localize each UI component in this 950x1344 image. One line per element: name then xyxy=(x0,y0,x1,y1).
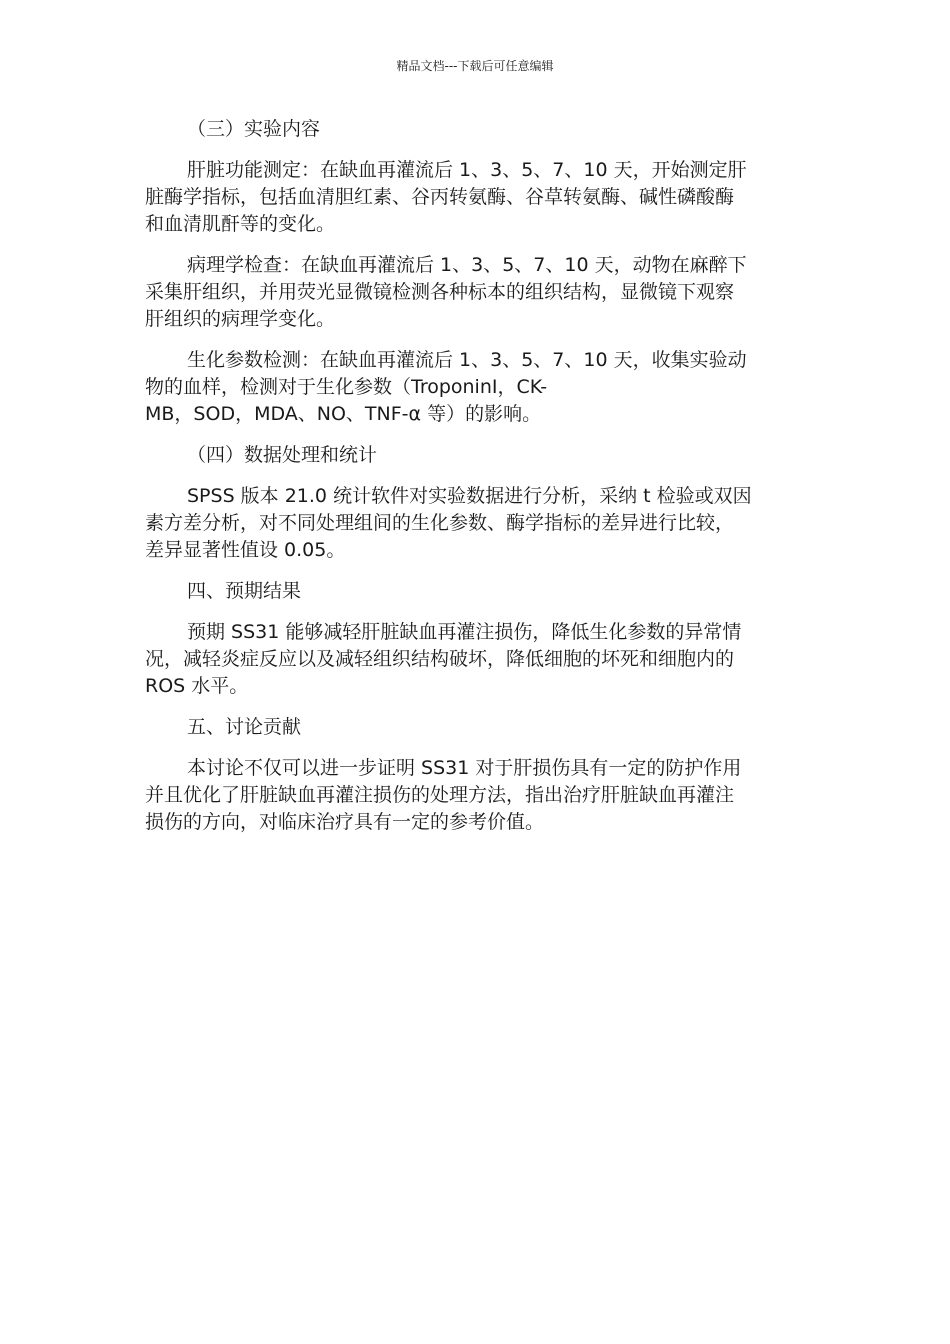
text-line: ROS 水平。 xyxy=(145,675,249,697)
text-line: 物的血样，检测对于生化参数（TroponinI，CK- xyxy=(145,376,548,398)
text-line: 肝组织的病理学变化。 xyxy=(145,308,336,330)
section-heading-expected-results: 四、预期结果 xyxy=(187,580,302,602)
text-line: 差异显著性值设 0.05。 xyxy=(145,539,346,561)
text-line: 况，减轻炎症反应以及减轻组织结构破坏，降低细胞的坏死和细胞内的 xyxy=(145,648,735,670)
text-line: 生化参数检测：在缺血再灌流后 1、3、5、7、10 天，收集实验动 xyxy=(187,349,747,371)
text-line: SPSS 版本 21.0 统计软件对实验数据进行分析，采纳 t 检验或双因 xyxy=(187,485,752,507)
text-line: 采集肝组织，并用荧光显微镜检测各种标本的组织结构，显微镜下观察 xyxy=(145,281,735,303)
text-line: 肝脏功能测定：在缺血再灌流后 1、3、5、7、10 天，开始测定肝 xyxy=(187,159,747,181)
paragraph-biochemical xyxy=(145,347,797,428)
paragraph-pathology xyxy=(145,252,797,333)
section-heading-experiment-content: （三）实验内容 xyxy=(187,118,321,140)
text-line: 病理学检查：在缺血再灌流后 1、3、5、7、10 天，动物在麻醉下 xyxy=(187,254,747,276)
page-header: 精品文档---下载后可任意编辑 xyxy=(396,59,554,73)
paragraph-statistics xyxy=(145,483,797,564)
section-heading-discussion: 五、讨论贡献 xyxy=(187,716,302,738)
text-line: 脏酶学指标，包括血清胆红素、谷丙转氨酶、谷草转氨酶、碱性磷酸酶 xyxy=(145,186,735,208)
text-line: 预期 SS31 能够减轻肝脏缺血再灌注损伤，降低生化参数的异常情 xyxy=(187,621,742,643)
text-line: 素方差分析，对不同处理组间的生化参数、酶学指标的差异进行比较， xyxy=(145,512,735,534)
paragraph-discussion xyxy=(145,755,797,836)
section-heading-data-processing: （四）数据处理和统计 xyxy=(187,444,378,466)
text-line: MB，SOD，MDA、NO、TNF-α 等）的影响。 xyxy=(145,403,542,425)
text-line: 并且优化了肝脏缺血再灌注损伤的处理方法，指出治疗肝脏缺血再灌注 xyxy=(145,784,735,806)
text-line: 和血清肌酐等的变化。 xyxy=(145,213,336,235)
text-line: 本讨论不仅可以进一步证明 SS31 对于肝损伤具有一定的防护作用 xyxy=(187,757,742,779)
paragraph-liver-function xyxy=(145,157,797,238)
text-line: 损伤的方向，对临床治疗具有一定的参考价值。 xyxy=(145,811,545,833)
document-body xyxy=(145,116,797,850)
paragraph-expected-results xyxy=(145,619,797,700)
